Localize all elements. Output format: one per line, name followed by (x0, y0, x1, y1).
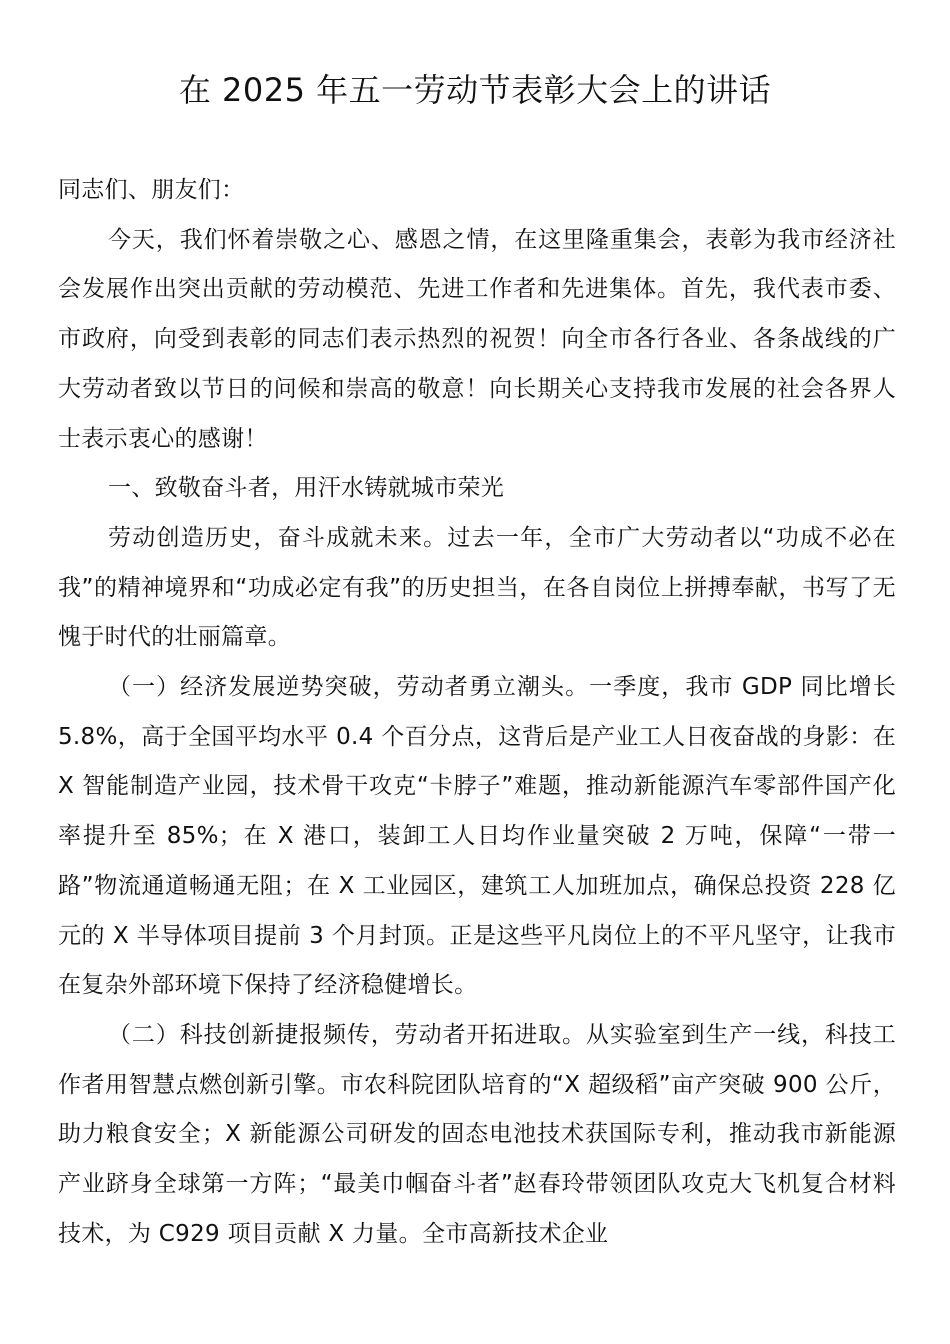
paragraph-opening: 今天，我们怀着崇敬之心、感恩之情，在这里隆重集会，表彰为我市经济社会发展作出突出贡献的劳动模范、先进工作者和先进集体。首先，我代表市委、市政府，向受到表彰的同志们表示热烈的祝贺！向全市各行各业、各条战线的广大劳动者致以节日的问候和崇高的敬意！向长期关心支持我市发展的社会各界人士表示衷心的感谢！ (58, 226, 896, 452)
salutation: 同志们、朋友们： (58, 177, 245, 203)
paragraph-economy: （一）经济发展逆势突破，劳动者勇立潮头。一季度，我市 GDP 同比增长 5.8%，高于全国平均水平 0.4 个百分点，这背后是产业工人日夜奋战的身影：在 X 智能制造产业园，技术骨干攻克“卡脖子”难题，推动新能源汽车零部件国产化率提升至 85%；在 X 港口，装卸工人日均作业量突破 2 万吨，保障“一带一路”物流通道畅通无阻；在 X 工业园区，建筑工人加班加点，确保总投资 228 亿元的 X 半导体项目提前 3 个月封顶。正是这些平凡岗位上的不平凡坚守，让我市在复杂外部环境下保持了经济稳健增长。 (58, 674, 896, 999)
section-heading-1: 一、致敬奋斗者，用汗水铸就城市荣光 (108, 475, 505, 502)
document-body (58, 166, 896, 1259)
paragraph-technology: （二）科技创新捷报频传，劳动者开拓进取。从实验室到生产一线，科技工作者用智慧点燃创新引擎。市农科院团队培育的“X 超级稻”亩产突破 900 公斤，助力粮食安全；X 新能源公司研发的固态电池技术获国际专利，推动我市新能源产业跻身全球第一方阵；“最美巾帼奋斗者”赵春玲带领团队攻克大飞机复合材料技术，为 C929 项目贡献 X 力量。全市高新技术企业 (58, 1021, 896, 1247)
paragraph-section-intro: 劳动创造历史，奋斗成就未来。过去一年，全市广大劳动者以“功成不必在我”的精神境界和“功成必定有我”的历史担当，在各自岗位上拼搏奉献，书写了无愧于时代的壮丽篇章。 (58, 524, 896, 651)
document-title: 在 2025 年五一劳动节表彰大会上的讲话 (178, 71, 772, 109)
